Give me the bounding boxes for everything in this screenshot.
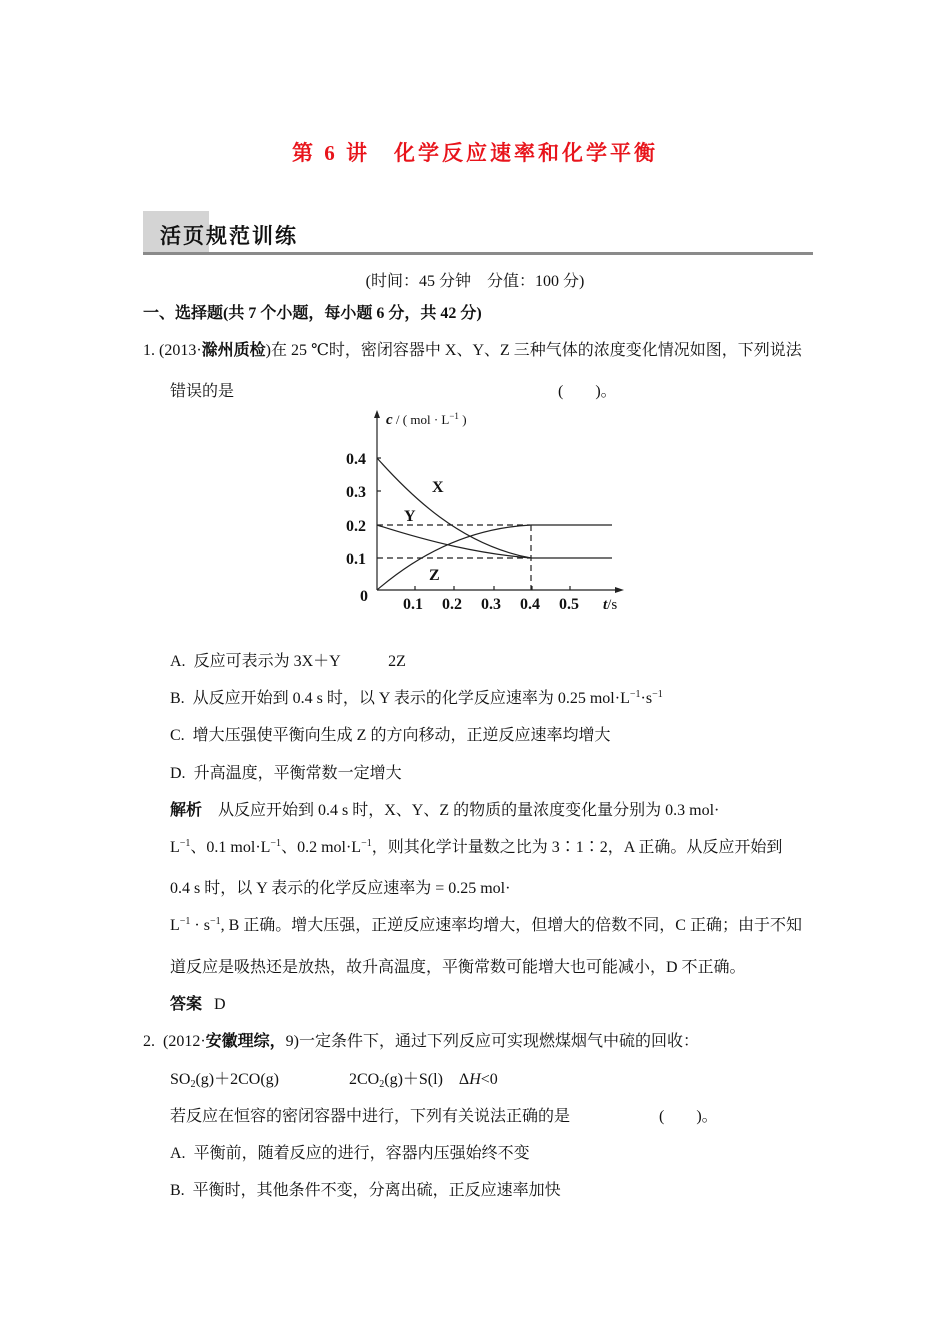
- q1-stem-line1: [143, 337, 802, 360]
- option-text-product: 2Z: [388, 653, 406, 670]
- q2-equation: [170, 1066, 498, 1089]
- superscript: −1: [361, 838, 372, 849]
- option-letter: D.: [170, 765, 186, 782]
- option-letter: B.: [170, 690, 185, 707]
- subscript: 2: [379, 1079, 385, 1090]
- superscript: −1: [179, 838, 191, 849]
- equation-text: 2CO: [349, 1071, 380, 1088]
- option-text: 升高温度，平衡常数一定增大: [193, 765, 402, 782]
- concentration-time-chart: [340, 405, 640, 620]
- q1-answer: [170, 991, 226, 1014]
- analysis-text: 、0.2 mol·L: [281, 839, 362, 856]
- analysis-text: 从反应开始到 0.4 s 时，X、Y、Z 的物质的量浓度变化量分别为 0.3 mol·: [218, 802, 720, 819]
- q2-option-a: [170, 1140, 530, 1163]
- answer-label: 答案: [170, 996, 203, 1013]
- superscript: −1: [270, 838, 282, 849]
- x-tick-0.5: 0.5: [559, 596, 579, 613]
- x-tick-0.4: 0.4: [520, 596, 540, 613]
- option-text: 反应可表示为 3X＋Y: [193, 653, 341, 670]
- q2-stem-text: 一定条件下，通过下列反应可实现燃煤烟气中硫的回收：: [299, 1033, 700, 1050]
- q2-source-name: 安徽理综，: [205, 1033, 286, 1050]
- q1-option-b: [170, 685, 663, 708]
- option-letter: C.: [170, 727, 185, 744]
- x-axis-arrow-icon: [615, 587, 624, 593]
- q1-analysis-line3: 0.4 s 时，以 Y 表示的化学反应速率为 = 0.25 mol·: [170, 880, 511, 897]
- option-letter: B.: [170, 1182, 185, 1199]
- option-letter: A.: [170, 653, 186, 670]
- analysis-text: L: [170, 839, 180, 856]
- superscript: −1: [209, 916, 221, 927]
- superscript: −1: [179, 916, 191, 927]
- q1-stem-line2: 错误的是: [170, 383, 235, 400]
- section-heading: 一、选择题(共 7 个小题，每小题 6 分，共 42 分): [143, 305, 482, 322]
- q2-source-open: (2012·: [163, 1033, 206, 1050]
- q1-number: 1.: [143, 342, 155, 359]
- equation-text: (g)＋S(l): [384, 1071, 443, 1088]
- q1-source-close: ): [265, 342, 271, 359]
- analysis-text: ，则其化学计量数之比为 3∶1∶2，A 正确。从反应开始到: [371, 839, 783, 856]
- analysis-text: L: [170, 917, 180, 934]
- superscript: −1: [652, 689, 663, 700]
- option-text: 从反应开始到 0.4 s 时，以 Y 表示的化学反应速率为 0.25 mol·L: [192, 690, 630, 707]
- q1-analysis-line1: [170, 797, 719, 820]
- series-label-Z: Z: [429, 567, 440, 584]
- q2-number: 2.: [143, 1033, 155, 1050]
- y-tick-0.1: 0.1: [346, 551, 366, 568]
- analysis-label: 解析: [170, 802, 203, 819]
- q1-analysis-line2: [170, 834, 782, 857]
- q2-stem: [143, 1028, 699, 1051]
- q2-question: 若反应在恒容的密闭容器中进行，下列有关说法正确的是: [170, 1108, 571, 1125]
- x-axis-label: t/s: [603, 597, 618, 613]
- x-tick-0.2: 0.2: [442, 596, 462, 613]
- q1-option-c: [170, 722, 610, 745]
- enthalpy-symbol: H: [469, 1071, 481, 1088]
- y-axis-arrow-icon: [374, 410, 380, 418]
- time-score-line: (时间：45 分钟 分值：100 分): [365, 273, 585, 290]
- y-tick-0.2: 0.2: [346, 518, 366, 535]
- q1-source-open: (2013·: [159, 342, 202, 359]
- q2-source-close: 9): [285, 1033, 299, 1050]
- superscript: −1: [629, 689, 641, 700]
- answer-value: D: [214, 996, 226, 1013]
- option-text: 平衡时，其他条件不变，分离出硫，正反应速率加快: [192, 1182, 561, 1199]
- banner-label-rest: 规范训练: [206, 224, 298, 248]
- equation-text: SO: [170, 1071, 191, 1088]
- q1-analysis-line5: 道反应是吸热还是放热，故升高温度，平衡常数可能增大也可能减小，D 不正确。: [170, 959, 746, 976]
- q1-stem-text: 在 25 ℃时，密闭容器中 X、Y、Z 三种气体的浓度变化情况如图，下列说法: [271, 342, 802, 359]
- x-tick-0.1: 0.1: [403, 596, 423, 613]
- q1-option-a: [170, 648, 406, 671]
- q1-answer-blank: ( )。: [558, 383, 617, 400]
- series-label-Y: Y: [404, 508, 416, 525]
- option-text-unit: ·s: [640, 690, 653, 707]
- q2-option-b: [170, 1177, 561, 1200]
- y-axis-label: c / ( mol · $L^{-1}$ ): [386, 411, 467, 428]
- page-title: 第 6 讲 化学反应速率和化学平衡: [292, 141, 658, 165]
- q1-option-d: [170, 760, 402, 783]
- analysis-text: · s: [190, 917, 210, 934]
- x-tick-0.3: 0.3: [481, 596, 501, 613]
- y-tick-0.3: 0.3: [346, 484, 366, 501]
- delta-symbol: Δ: [458, 1071, 470, 1088]
- y-tick-0.4: 0.4: [346, 451, 366, 468]
- analysis-text: , B 正确。增大压强，正逆反应速率均增大，但增大的倍数不同，C 正确；由于不知: [220, 917, 802, 934]
- banner-label-shaded: 活页: [160, 224, 206, 248]
- banner-divider: [143, 252, 813, 255]
- series-label-X: X: [432, 479, 444, 496]
- equation-text: <0: [480, 1071, 498, 1088]
- origin-label: 0: [360, 588, 368, 605]
- analysis-text: 、0.1 mol·L: [190, 839, 271, 856]
- q1-analysis-line4: [170, 912, 802, 935]
- section-banner: [160, 220, 298, 250]
- subscript: 2: [190, 1079, 196, 1090]
- q2-answer-blank: ( )。: [659, 1108, 718, 1125]
- option-text: 增大压强使平衡向生成 Z 的方向移动，正逆反应速率均增大: [192, 727, 611, 744]
- option-text: 平衡前，随着反应的进行，容器内压强始终不变: [193, 1145, 530, 1162]
- q1-source-name: 滁州质检: [201, 342, 266, 359]
- equation-text: (g)＋2CO(g): [195, 1071, 279, 1088]
- option-letter: A.: [170, 1145, 186, 1162]
